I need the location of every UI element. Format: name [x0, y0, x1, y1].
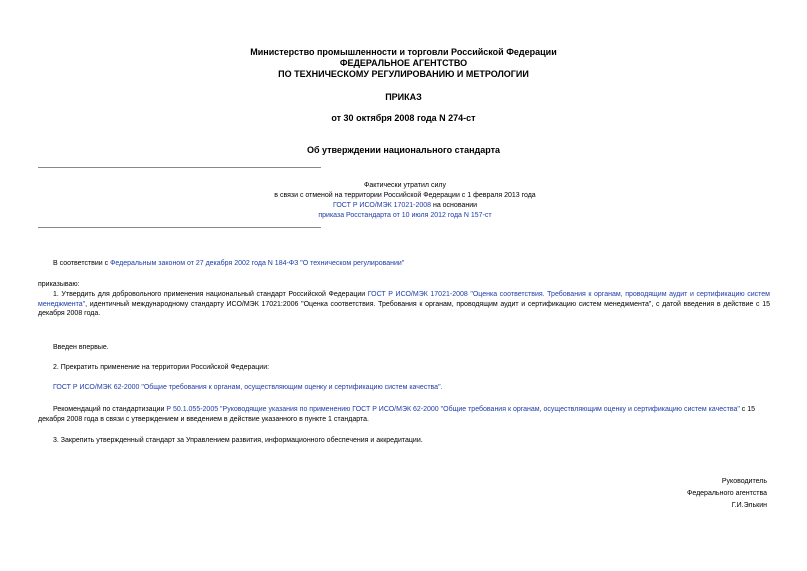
recommendation-paragraph — [38, 405, 770, 424]
agency-name-line2: ПО ТЕХНИЧЕСКОМУ РЕГУЛИРОВАНИЮ И МЕТРОЛОГИИ — [278, 69, 529, 79]
signature-agency: Федерального агентства — [687, 490, 767, 497]
item-1-suffix: , идентичный международному стандарту ИСО/МЭК 17021:2006 "Оценка соответствия. Требования к органам, проводящим аудит и сертификацию систем менеджмента", с датой введения в действие с 15 декабря 2008 года. — [38, 300, 770, 317]
document-date: от 30 октября 2008 года N 274-ст — [331, 113, 476, 123]
paragraph-basis-prefix: В соответствии с — [53, 260, 111, 267]
paragraph-basis — [53, 259, 773, 269]
status-note-line3 — [200, 201, 610, 211]
gost-17021-link[interactable]: ГОСТ Р ИСО/МЭК 17021-2008 — [332, 202, 432, 209]
federal-law-link[interactable]: Федеральным законом от 27 декабря 2002 года N 184-ФЗ "О техническом регулировании" — [110, 260, 405, 267]
signature-title: Руководитель — [721, 478, 767, 485]
rosstandart-order-link[interactable]: приказа Росстандарта от 10 июля 2012 года N 157-ст — [318, 212, 492, 219]
item-3: 3. Закрепить утвержденный стандарт за Управлением развития, информационного обеспечения и аккредитации. — [53, 437, 423, 444]
document-title: Об утверждении национального стандарта — [306, 145, 501, 155]
status-note-line4 — [200, 211, 610, 221]
item-1-prefix: 1. Утвердить для добровольного применения национальный стандарт Российской Федерации — [53, 291, 368, 298]
first-time-note: Введен впервые. — [53, 344, 109, 351]
agency-name-line1: ФЕДЕРАЛЬНОЕ АГЕНТСТВО — [339, 58, 468, 68]
recommendation-suffix: с 15 декабря 2008 года в связи с утверждением и введением в действие указанного в пункте 1 стандарта. — [38, 406, 756, 423]
recommendation-prefix: Рекомендаций по стандартизации — [53, 406, 167, 413]
item-2-standard — [53, 383, 443, 393]
r-50-link[interactable]: Р 50.1.055-2005 "Руководящие указания по применению ГОСТ Р ИСО/МЭК 62-2000 "Общие требования к органам, осуществляющим оценку и сертификацию систем качества" — [166, 406, 740, 413]
item-2: 2. Прекратить применение на территории Российской Федерации: — [53, 364, 270, 371]
gost-62-link[interactable]: ГОСТ Р ИСО/МЭК 62-2000 "Общие требования к органам, осуществляющим оценку и сертификацию систем качества". — [53, 384, 443, 391]
status-note-line1: Фактически утратил силу — [364, 182, 446, 189]
order-word: приказываю: — [38, 281, 80, 288]
item-1 — [38, 290, 770, 319]
document-type: ПРИКАЗ — [385, 92, 422, 102]
gost-17021-standard-link[interactable]: ГОСТ Р ИСО/МЭК 17021-2008 "Оценка соответствия. Требования к органам, проводящим аудит и сертификацию систем менеджмента" — [38, 291, 770, 308]
signature-name: Г.И.Элькин — [731, 502, 767, 509]
divider-bottom — [38, 227, 321, 228]
status-note-line3-text: на основании — [431, 202, 478, 209]
ministry-name: Министерство промышленности и торговли Российской Федерации — [250, 47, 557, 57]
divider-top — [38, 167, 321, 168]
status-note-line2: в связи с отменой на территории Российской Федерации с 1 февраля 2013 года — [274, 192, 536, 199]
